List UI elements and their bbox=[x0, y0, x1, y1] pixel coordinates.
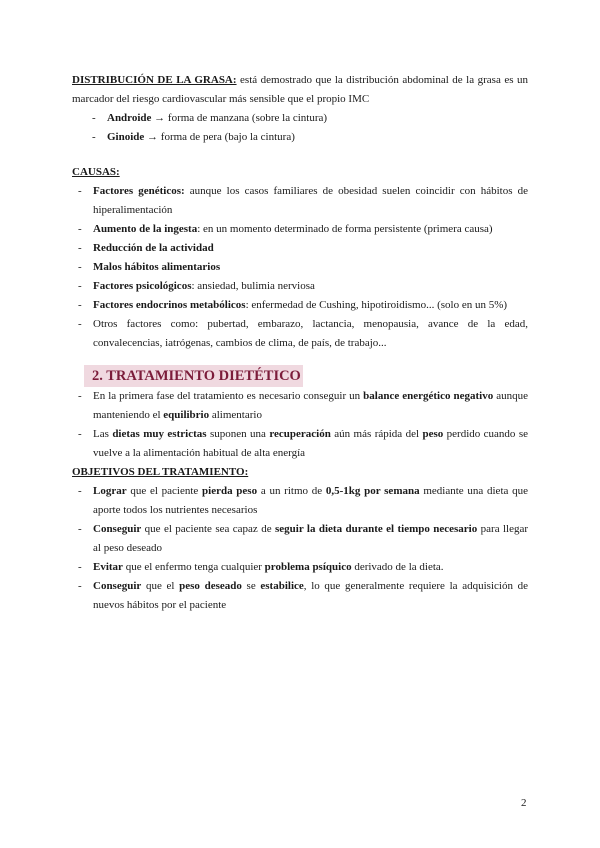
distribucion-list bbox=[72, 109, 528, 147]
list-item: - Factores psicológicos: ansiedad, bulimia nerviosa bbox=[72, 277, 528, 296]
list-item: - Reducción de la actividad bbox=[72, 239, 528, 258]
list-item: - Otros factores como: pubertad, embarazo, lactancia, menopausia, avance de la edad, convalecencias, iatrógenas, cambios de clima, de país, de trabajo... bbox=[72, 315, 528, 353]
list-item: - Las dietas muy estrictas suponen una recuperación aún más rápida del peso perdido cuando se vuelve a la alimentación habitual de alta energía bbox=[72, 425, 528, 463]
list-item: - Factores endocrinos metabólicos: enfermedad de Cushing, hipotiroidismo... (solo en un 5%) bbox=[72, 296, 528, 315]
page-number: 2 bbox=[521, 797, 527, 809]
page-content bbox=[72, 71, 528, 615]
objetivos-list bbox=[72, 482, 528, 615]
causas-list bbox=[72, 182, 528, 353]
list-item: - Conseguir que el peso deseado se estabilice, lo que generalmente requiere la adquisición de nuevos hábitos por el paciente bbox=[72, 577, 528, 615]
distribucion-heading: DISTRIBUCIÓN DE LA GRASA: bbox=[72, 74, 237, 86]
causas-heading-line bbox=[72, 163, 528, 182]
objetivos-heading: OBJETIVOS DEL TRATAMIENTO: bbox=[72, 466, 249, 478]
list-item: - Factores genéticos: aunque los casos familiares de obesidad suelen coincidir con hábitos de hiperalimentación bbox=[72, 182, 528, 220]
section-heading bbox=[72, 365, 528, 387]
objetivos-heading-line bbox=[72, 463, 528, 482]
list-item: - En la primera fase del tratamiento es necesario conseguir un balance energético negativo aunque manteniendo el equilibrio alimentario bbox=[72, 387, 528, 425]
distribucion-paragraph: DISTRIBUCIÓN DE LA GRASA: está demostrado que la distribución abdominal de la grasa es un marcador del riesgo cardiovascular más sensible que el propio IMC bbox=[72, 74, 528, 105]
causas-heading: CAUSAS: bbox=[72, 166, 120, 178]
list-item: - Aumento de la ingesta: en un momento determinado de forma persistente (primera causa) bbox=[72, 220, 528, 239]
section-number: 2. bbox=[92, 368, 103, 384]
list-item: - Lograr que el paciente pierda peso a un ritmo de 0,5-1kg por semana mediante una dieta que aporte todos los nutrientes necesarios bbox=[72, 482, 528, 520]
list-item: - Conseguir que el paciente sea capaz de seguir la dieta durante el tiempo necesario para llegar al peso deseado bbox=[72, 520, 528, 558]
list-item: - Ginoide → forma de pera (bajo la cintura) bbox=[72, 128, 528, 147]
section-title: TRATAMIENTO DIETÉTICO bbox=[106, 368, 301, 384]
list-item: - Malos hábitos alimentarios bbox=[72, 258, 528, 277]
list-item: - Androide → forma de manzana (sobre la cintura) bbox=[72, 109, 528, 128]
list-item: - Evitar que el enfermo tenga cualquier problema psíquico derivado de la dieta. bbox=[72, 558, 528, 577]
tratamiento-list bbox=[72, 387, 528, 463]
